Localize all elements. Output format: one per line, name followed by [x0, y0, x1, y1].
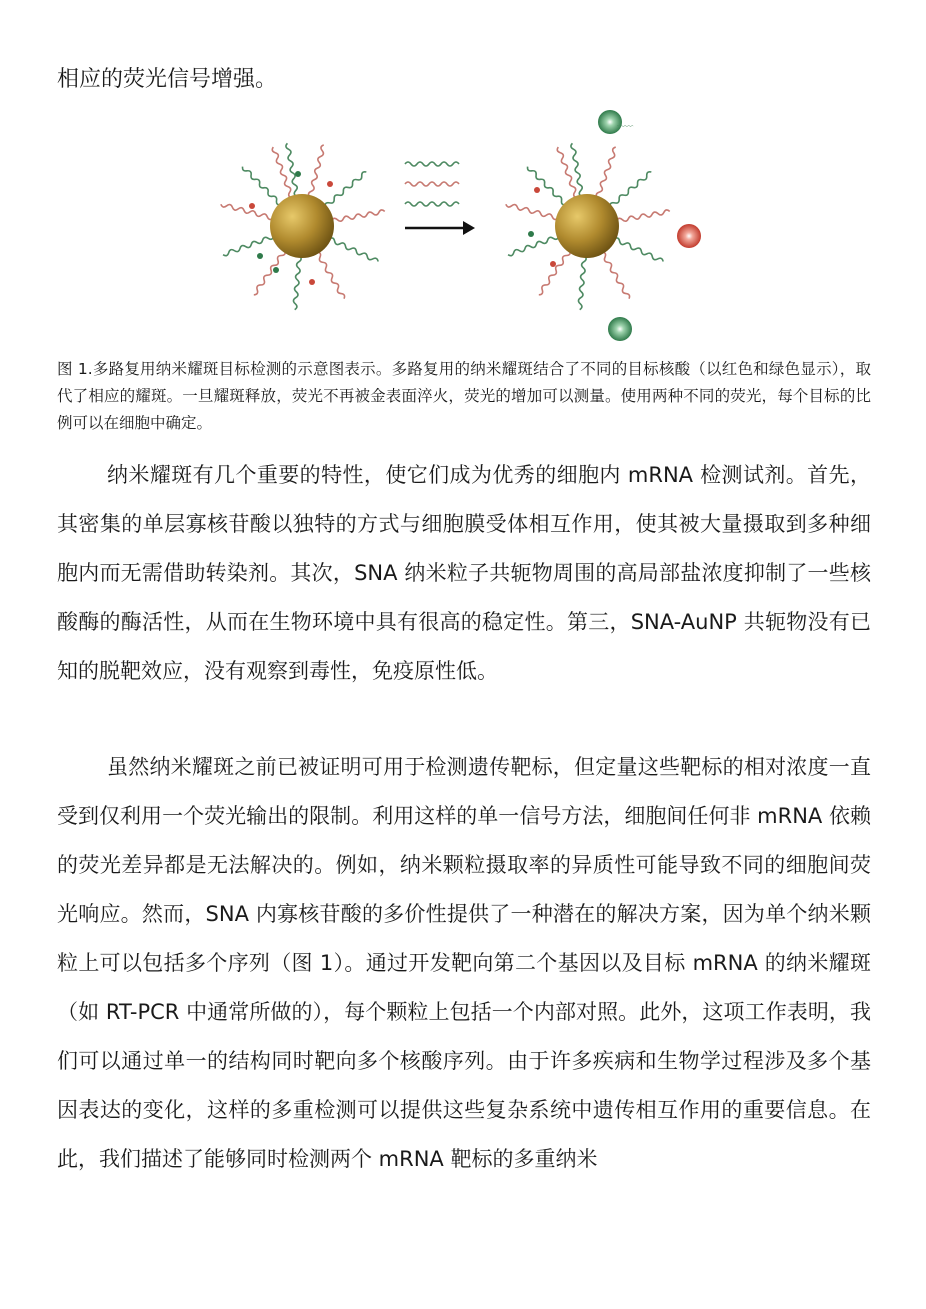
body-paragraph: 纳米耀斑有几个重要的特性，使它们成为优秀的细胞内 mRNA 检测试剂。首先，其密集的单层寡核苷酸以独特的方式与细胞膜受体相互作用，使其被大量摄取到多种细胞内而无需借助转染剂。其次，SNA 纳米粒子共轭物周围的高局部盐浓度抑制了一些核酸酶的酶活性，从而在生物环境中具有很高的稳定性。第三，SNA-AuNP 共轭物没有已知的脱靶效应，没有观察到毒性，免疫原性低。 — [57, 463, 871, 683]
reaction-arrow — [405, 221, 475, 235]
released-green-flare — [598, 110, 622, 134]
figure-caption: 图 1.多路复用纳米耀斑目标检测的示意图表示。多路复用的纳米耀斑结合了不同的目标核酸（以红色和绿色显示），取代了相应的耀斑。一旦耀斑释放，荧光不再被金表面淬火，荧光的增加可以测量。使用两种不同的荧光，每个目标的比例可以在细胞中确定。 — [57, 360, 871, 432]
right-nanoflare — [505, 110, 701, 341]
body-paragraph: 虽然纳米耀斑之前已被证明可用于检测遗传靶标，但定量这些靶标的相对浓度一直受到仅利用一个荧光输出的限制。利用这样的单一信号方法，细胞间任何非 mRNA 依赖的荧光差异都是无法解决的。例如，纳米颗粒摄取率的异质性可能导致不同的细胞间荧光响应。然而，SNA 内寡核苷酸的多价性提供了一种潜在的解决方案，因为单个纳米颗粒上可以包括多个序列（图 1）。通过开发靶向第二个基因以及目标 mRNA 的纳米耀斑（如 RT-PCR 中通常所做的），每个颗粒上包括一个内部对照。此外，这项工作表明，我们可以通过单一的结构同时靶向多个核酸序列。由于许多疾病和生物学过程涉及多个基因表达的变化，这样的多重检测可以提供这些复杂系统中遗传相互作用的重要信息。在此，我们描述了能够同时检测两个 mRNA 靶标的多重纳米 — [57, 755, 871, 1171]
released-green-flare-2 — [608, 317, 632, 341]
nanoflare-schematic-figure — [205, 104, 725, 350]
left-nanoflare — [220, 143, 385, 310]
lead-text: 相应的荧光信号增强。 — [57, 67, 278, 92]
released-red-flare — [677, 224, 701, 248]
target-strands — [405, 162, 459, 206]
